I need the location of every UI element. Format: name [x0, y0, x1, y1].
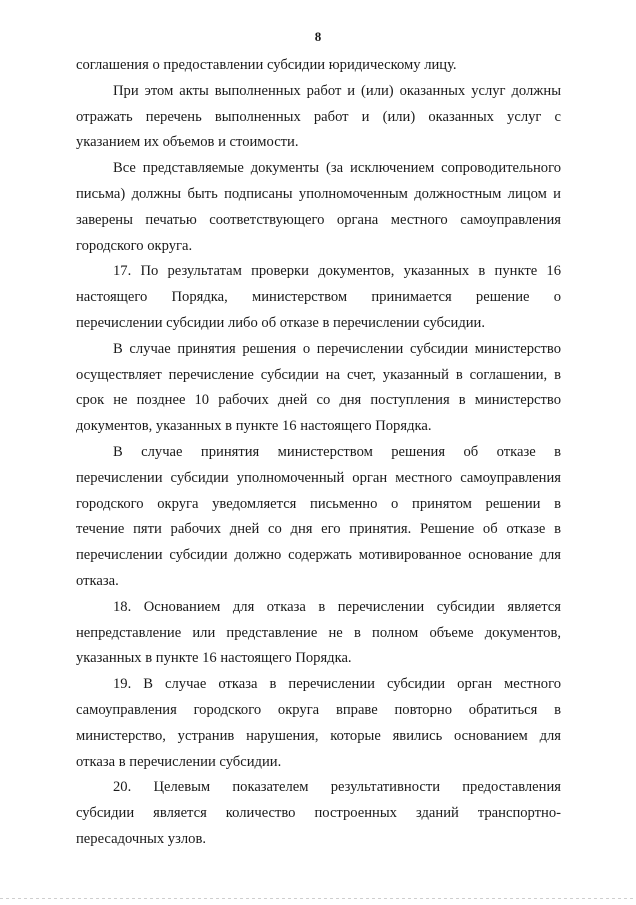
text-line: перечислении субсидии должно содержать мотивированное основание для — [76, 547, 561, 564]
text-line: документов, указанных в пункте 16 настоящего Порядка. — [76, 418, 432, 435]
text-line: перечислении субсидии уполномоченный орган местного самоуправления — [76, 469, 561, 486]
text-line: городского округа уведомляется письменно о принятом решении в — [76, 495, 561, 512]
document-body — [76, 53, 561, 853]
text-line: настоящего Порядка, министерством принимается решение о — [76, 289, 561, 306]
paragraph-item-18 — [76, 595, 561, 672]
paragraph-item-17 — [76, 259, 561, 336]
text-line: перечислении субсидии либо об отказе в перечислении субсидии. — [76, 314, 486, 331]
text-line: указанием их объемов и стоимости. — [76, 134, 299, 151]
page-number: 8 — [314, 29, 322, 44]
text-line: отказа. — [76, 572, 119, 589]
text-line: В случае принятия решения о перечислении субсидии министерство — [113, 340, 561, 357]
text-line: субсидии является количество построенных зданий транспортно- — [76, 805, 561, 822]
text-line: указанных в пункте 16 настоящего Порядка. — [76, 650, 352, 667]
text-line: срок не позднее 10 рабочих дней со дня поступления в министерство — [76, 392, 561, 409]
text-line: 20. Целевым показателем результативности предоставления — [113, 779, 561, 796]
text-line: отказа в перечислении субсидии. — [76, 753, 282, 770]
text-line: течение пяти рабочих дней со дня его принятия. Решение об отказе в — [76, 521, 561, 538]
text-line: отражать перечень выполненных работ и (или) оказанных услуг с — [76, 108, 561, 125]
paragraph — [76, 79, 561, 156]
text-line: В случае принятия министерством решения об отказе в — [113, 443, 561, 460]
text-line: заверены печатью соответствующего органа местного самоуправления — [76, 211, 561, 228]
text-line: осуществляет перечисление субсидии на счет, указанный в соглашении, в — [76, 366, 561, 383]
text-line: городского округа. — [76, 237, 193, 254]
text-line: пересадочных узлов. — [76, 830, 206, 847]
text-line: 19. В случае отказа в перечислении субсидии орган местного — [113, 676, 561, 693]
paragraph — [76, 440, 561, 595]
paragraph — [76, 337, 561, 440]
text-line: 17. По результатам проверки документов, указанных в пункте 16 — [113, 263, 561, 280]
text-line: соглашения о предоставлении субсидии юридическому лицу. — [76, 57, 457, 73]
text-line: 18. Основанием для отказа в перечислении субсидии является — [113, 598, 561, 615]
paragraph-item-20 — [76, 775, 561, 852]
paragraph — [76, 53, 561, 79]
scan-edge-divider — [0, 898, 636, 899]
text-line: самоуправления городского округа вправе повторно обратиться в — [76, 701, 561, 718]
text-line: письма) должны быть подписаны уполномоченным должностным лицом и — [76, 185, 561, 202]
paragraph-item-19 — [76, 672, 561, 775]
text-line: Все представляемые документы (за исключением сопроводительного — [113, 160, 561, 177]
text-line: министерство, устранив нарушения, которые явились основанием для — [76, 727, 561, 744]
text-line: непредставление или представление не в полном объеме документов, — [76, 624, 561, 641]
text-line: При этом акты выполненных работ и (или) оказанных услуг должны — [113, 82, 561, 99]
paragraph — [76, 156, 561, 259]
